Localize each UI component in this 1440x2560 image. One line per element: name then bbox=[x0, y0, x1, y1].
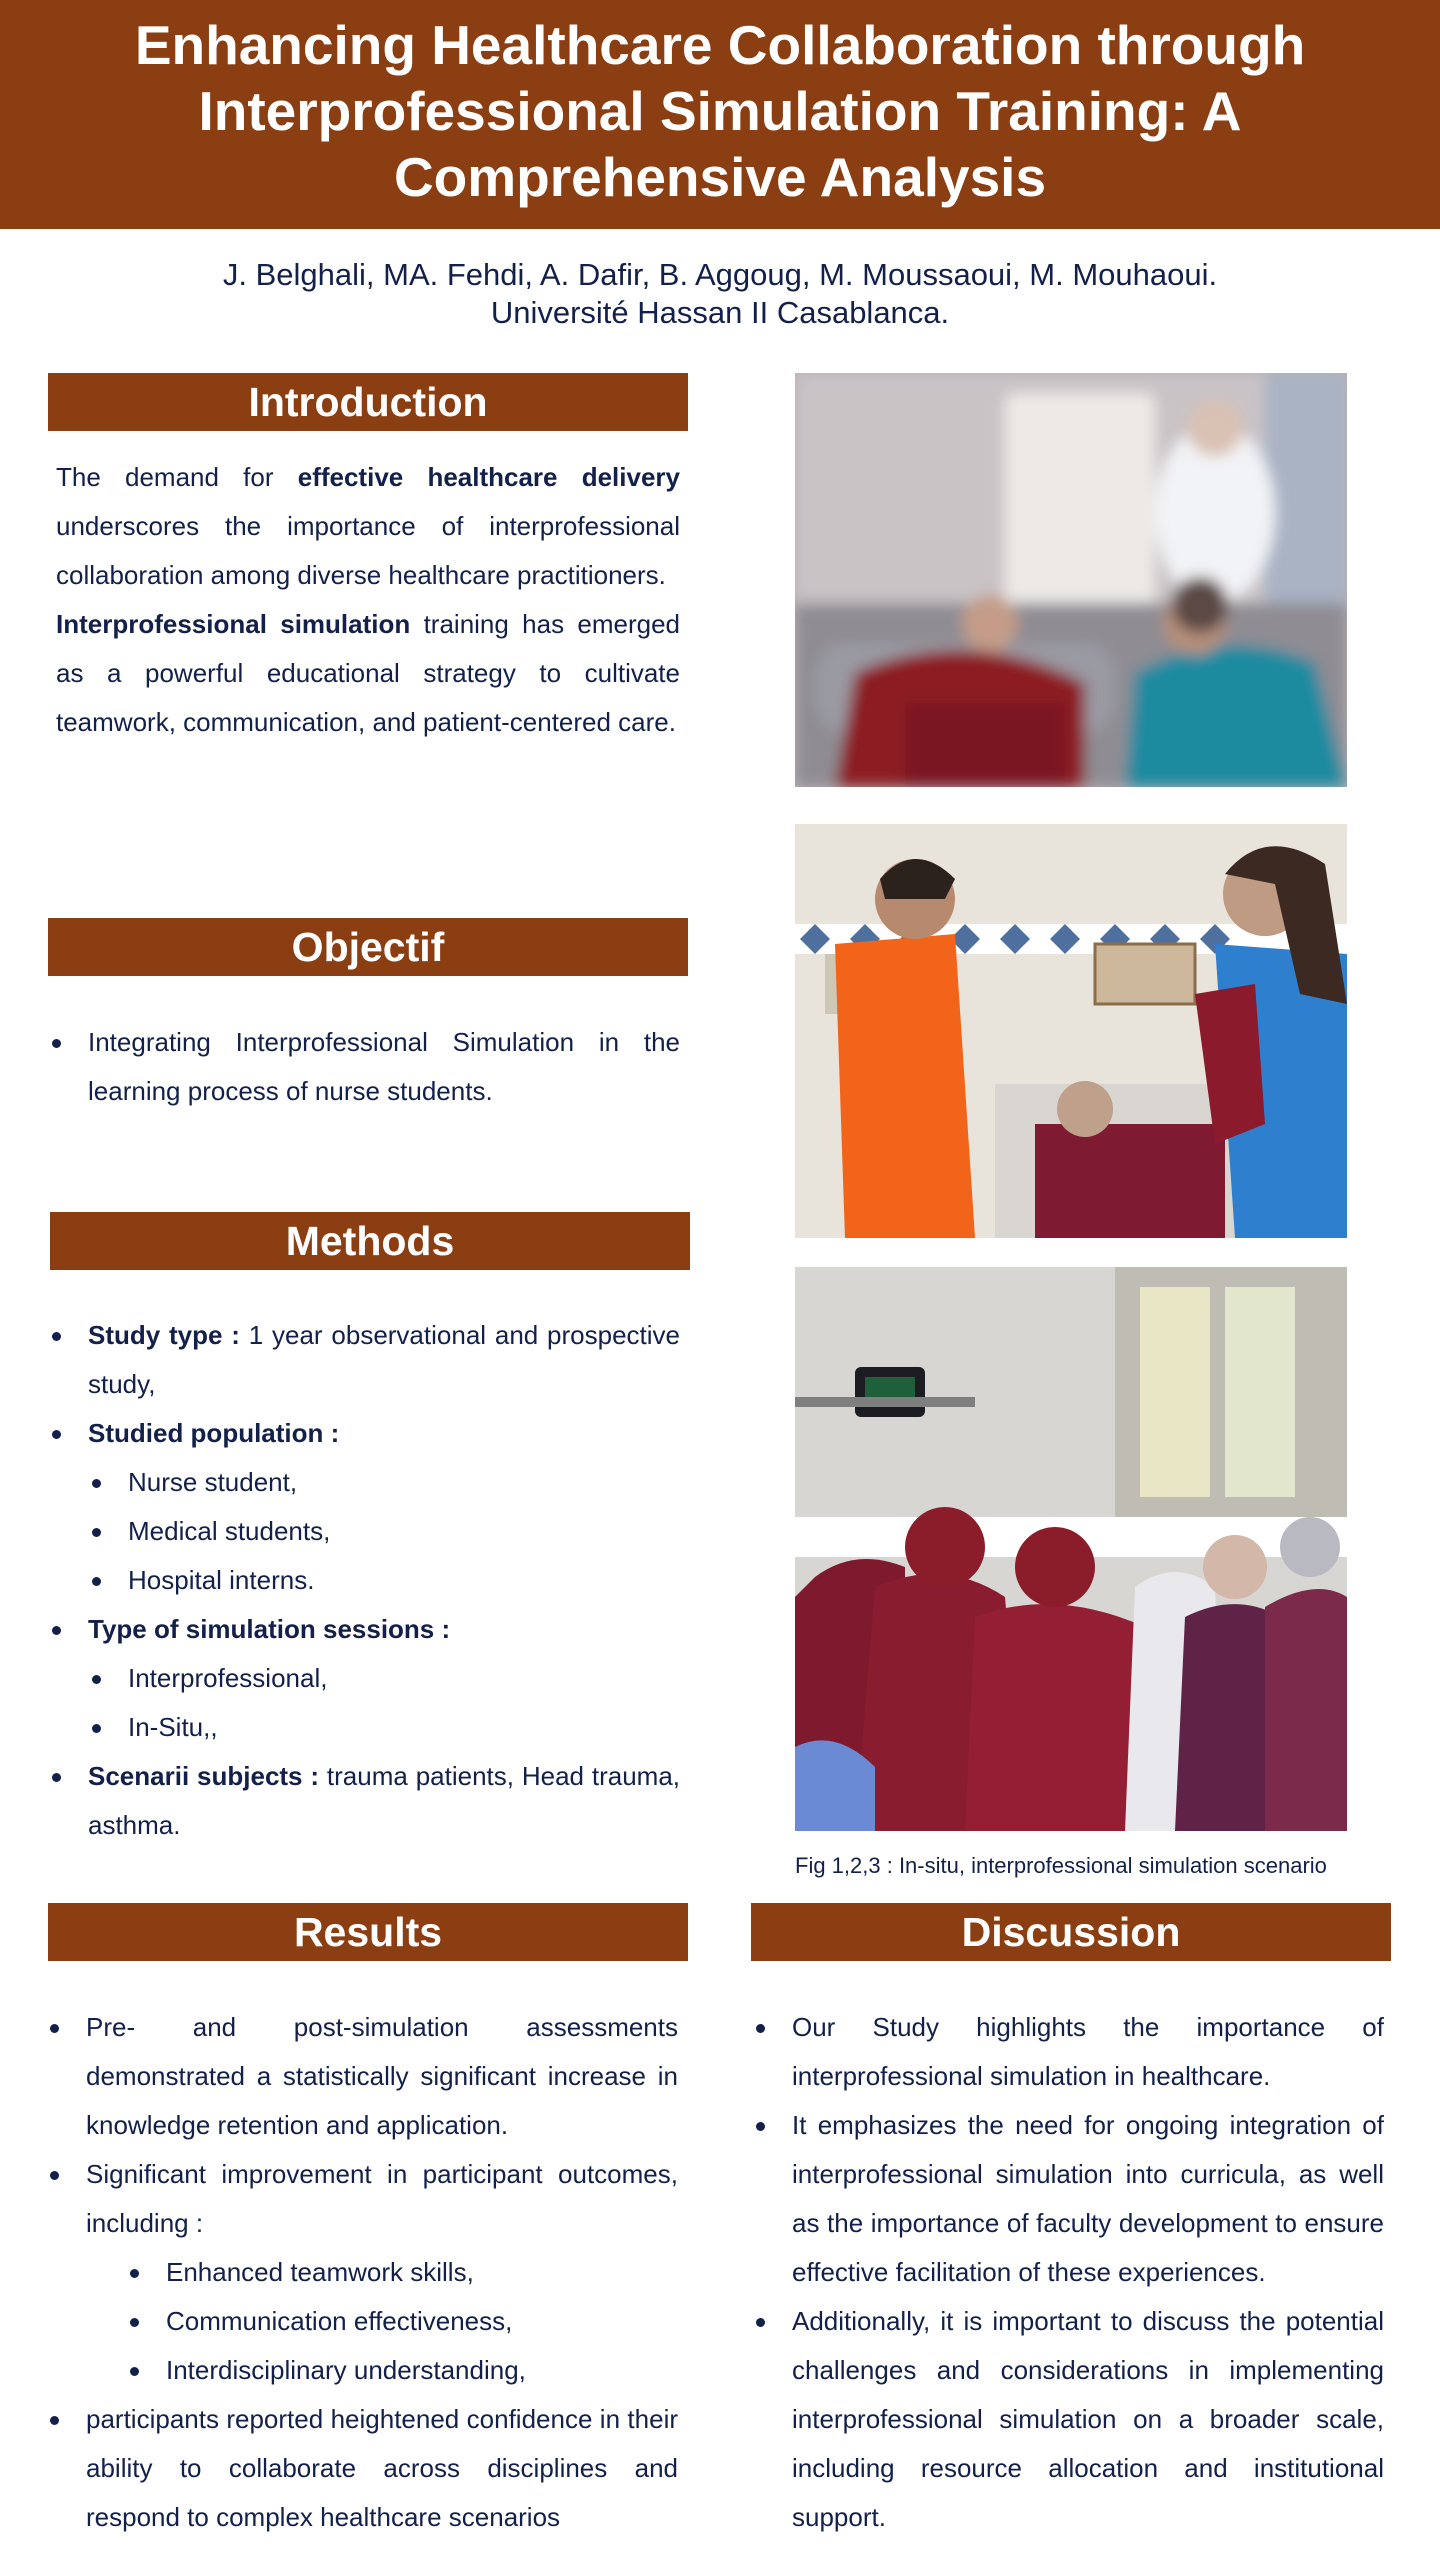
methods-study-type bbox=[50, 1311, 680, 1409]
simulation-photo-2-image bbox=[795, 824, 1347, 1238]
intro-bold-2: Interprofessional simulation bbox=[56, 609, 411, 639]
methods-list bbox=[50, 1311, 680, 1850]
simulation-photo-1 bbox=[795, 373, 1347, 787]
population-label: Studied population : bbox=[88, 1418, 340, 1448]
affiliation: Université Hassan II Casablanca. bbox=[490, 295, 950, 330]
results-list bbox=[48, 2003, 678, 2542]
introduction-paragraph-2 bbox=[56, 600, 680, 747]
results-item: Pre- and post-simulation assessments demonstrated a statistically significant increase in knowledge retention and application. bbox=[48, 2003, 678, 2150]
introduction-heading: Introduction bbox=[48, 373, 688, 431]
objectif-item: Integrating Interprofessional Simulation in the learning process of nurse students. bbox=[50, 1018, 680, 1116]
simulation-photo-1-image bbox=[795, 373, 1347, 787]
population-item: Medical students, bbox=[50, 1507, 680, 1556]
results-item: participants reported heightened confidence in their ability to collaborate across disciplines and respond to complex healthcare scenarios bbox=[48, 2395, 678, 2542]
author-block bbox=[0, 256, 1440, 332]
discussion-item: Additionally, it is important to discuss the potential challenges and considerations in implementing interprofessional simulation on a broader scale, including resource allocation and institutional support. bbox=[754, 2297, 1384, 2542]
figure-caption: Fig 1,2,3 : In-situ, interprofessional simulation scenario bbox=[795, 1853, 1327, 1878]
methods-population bbox=[50, 1409, 680, 1458]
simulation-photo-2 bbox=[795, 824, 1347, 1238]
population-item: Hospital interns. bbox=[50, 1556, 680, 1605]
study-type-label: Study type : bbox=[88, 1320, 240, 1350]
poster-title: Enhancing Healthcare Collaboration through Interprofessional Simulation Training: A Comprehensive Analysis bbox=[134, 14, 1306, 208]
authors-list: J. Belghali, MA. Fehdi, A. Dafir, B. Aggoug, M. Moussaoui, M. Mouhaoui. bbox=[222, 257, 1218, 292]
discussion-item: It emphasizes the need for ongoing integration of interprofessional simulation into curricula, as well as the importance of faculty development to ensure effective facilitation of these experiences. bbox=[754, 2101, 1384, 2297]
intro-text-1: The demand for bbox=[56, 462, 298, 492]
results-subitem: Interdisciplinary understanding, bbox=[48, 2346, 678, 2395]
introduction-text bbox=[56, 453, 680, 747]
objectif-list bbox=[50, 1018, 680, 1116]
methods-sessions bbox=[50, 1605, 680, 1654]
session-item: In-Situ,, bbox=[50, 1703, 680, 1752]
methods-heading: Methods bbox=[50, 1212, 690, 1270]
session-item: Interprofessional, bbox=[50, 1654, 680, 1703]
discussion-heading: Discussion bbox=[751, 1903, 1391, 1961]
discussion-list bbox=[754, 2003, 1384, 2542]
introduction-paragraph-1 bbox=[56, 453, 680, 600]
results-item: Significant improvement in participant outcomes, including : bbox=[48, 2150, 678, 2248]
scenarii-value: trauma patients, Head trauma, asthma. bbox=[88, 1761, 681, 1840]
study-type-value: 1 year observational and prospective study, bbox=[88, 1320, 680, 1399]
sessions-label: Type of simulation sessions : bbox=[88, 1614, 451, 1644]
scenarii-label: Scenarii subjects : bbox=[88, 1761, 320, 1791]
population-item: Nurse student, bbox=[50, 1458, 680, 1507]
intro-text-2: underscores the importance of interprofessional collaboration among diverse healthcare practitioners. bbox=[56, 511, 680, 590]
simulation-photo-3 bbox=[795, 1267, 1347, 1831]
intro-text-3: training has emerged as a powerful educational strategy to cultivate teamwork, communication, and patient-centered care. bbox=[56, 609, 681, 737]
results-heading: Results bbox=[48, 1903, 688, 1961]
simulation-photo-3-image bbox=[795, 1267, 1347, 1831]
methods-scenarii bbox=[50, 1752, 680, 1850]
intro-bold-1: effective healthcare delivery bbox=[297, 462, 680, 492]
results-subitem: Enhanced teamwork skills, bbox=[48, 2248, 678, 2297]
discussion-item: Our Study highlights the importance of interprofessional simulation in healthcare. bbox=[754, 2003, 1384, 2101]
objectif-heading: Objectif bbox=[48, 918, 688, 976]
results-subitem: Communication effectiveness, bbox=[48, 2297, 678, 2346]
